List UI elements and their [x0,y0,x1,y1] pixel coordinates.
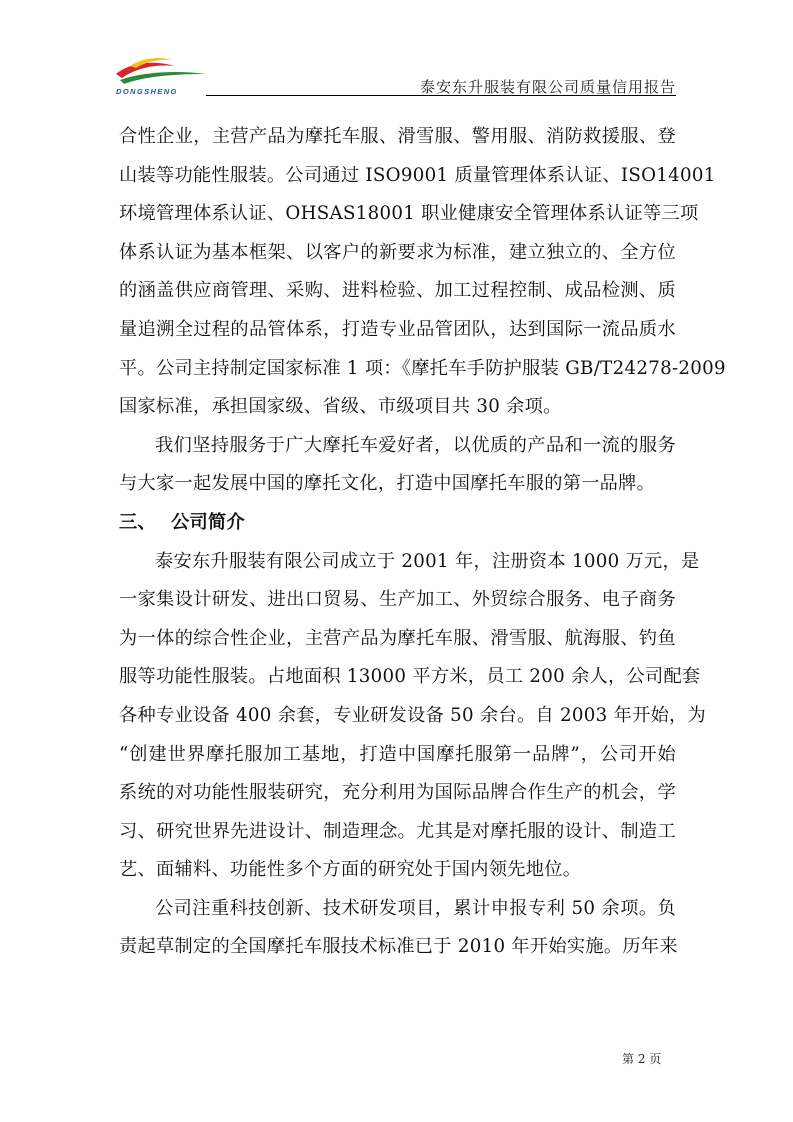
section-heading [119,504,676,543]
text-line: 服等功能性服装。占地面积 13000 平方米，员工 200 余人，公司配套 [119,666,701,688]
text-line: 山装等功能性服装。公司通过 ISO9001 质量管理体系认证、ISO14001 [119,164,716,186]
text-line: 一家集设计研发、进出口贸易、生产加工、外贸综合服务、电子商务 [119,589,676,611]
text-line: 习、研究世界先进设计、制造理念。尤其是对摩托服的设计、制造工 [119,820,676,842]
header-title: 泰安东升服装有限公司质量信用报告 [419,78,676,96]
text-line: 为一体的综合性企业，主营产品为摩托车服、滑雪服、航海服、钓鱼 [119,627,676,649]
text-line: 的涵盖供应商管理、采购、进料检验、加工过程控制、成品检测、质 [119,280,676,302]
text-line: “创建世界摩托服加工基地，打造中国摩托服第一品牌”，公司开始 [119,743,676,765]
text-line: 环境管理体系认证、OHSAS18001 职业健康安全管理体系认证等三项 [119,203,699,225]
text-line: 各种专业设备 400 余套，专业研发设备 50 余台。自 2003 年开始，为 [119,704,707,726]
section-title: 公司简介 [171,511,245,533]
text-line: 合性企业，主营产品为摩托车服、滑雪服、警用服、消防救援服、登 [119,126,676,147]
text-line: 我们坚持服务于广大摩托车爱好者，以优质的产品和一流的服务 [155,434,676,456]
logo-text: DONGSHENG [116,87,178,96]
header-divider [206,95,676,96]
logo-green-swoosh [120,72,206,84]
text-line: 艺、面辅料、功能性多个方面的研究处于国内领先地位。 [119,859,582,881]
text-line: 国家标准，承担国家级、省级、市级项目共 30 余项。 [119,396,562,418]
text-line: 平。公司主持制定国家标准 1 项：《摩托车手防护服装 GB/T24278-2009 [119,357,726,379]
document-body [119,118,726,967]
text-line: 责起草制定的全国摩托车服技术标准已于 2010 年开始实施。历年来 [119,936,678,958]
text-line: 公司注重科技创新、技术研发项目，累计申报专利 50 余项。负 [155,897,676,919]
text-line: 量追溯全过程的品管体系，打造专业品管团队，达到国际一流品质水 [119,318,676,340]
text-line: 系统的对功能性服装研究，充分利用为国际品牌合作生产的机会，学 [119,782,676,804]
text-line: 泰安东升服装有限公司成立于 2001 年，注册资本 1000 万元，是 [155,550,700,572]
company-logo [112,56,208,96]
text-line: 与大家一起发展中国的摩托文化，打造中国摩托车服的第一品牌。 [119,473,656,495]
page-number: 第 2 页 [622,1052,662,1066]
text-line: 体系认证为基本框架、以客户的新要求为标准，建立独立的、全方位 [119,241,676,263]
section-number: 三、 [119,511,156,533]
